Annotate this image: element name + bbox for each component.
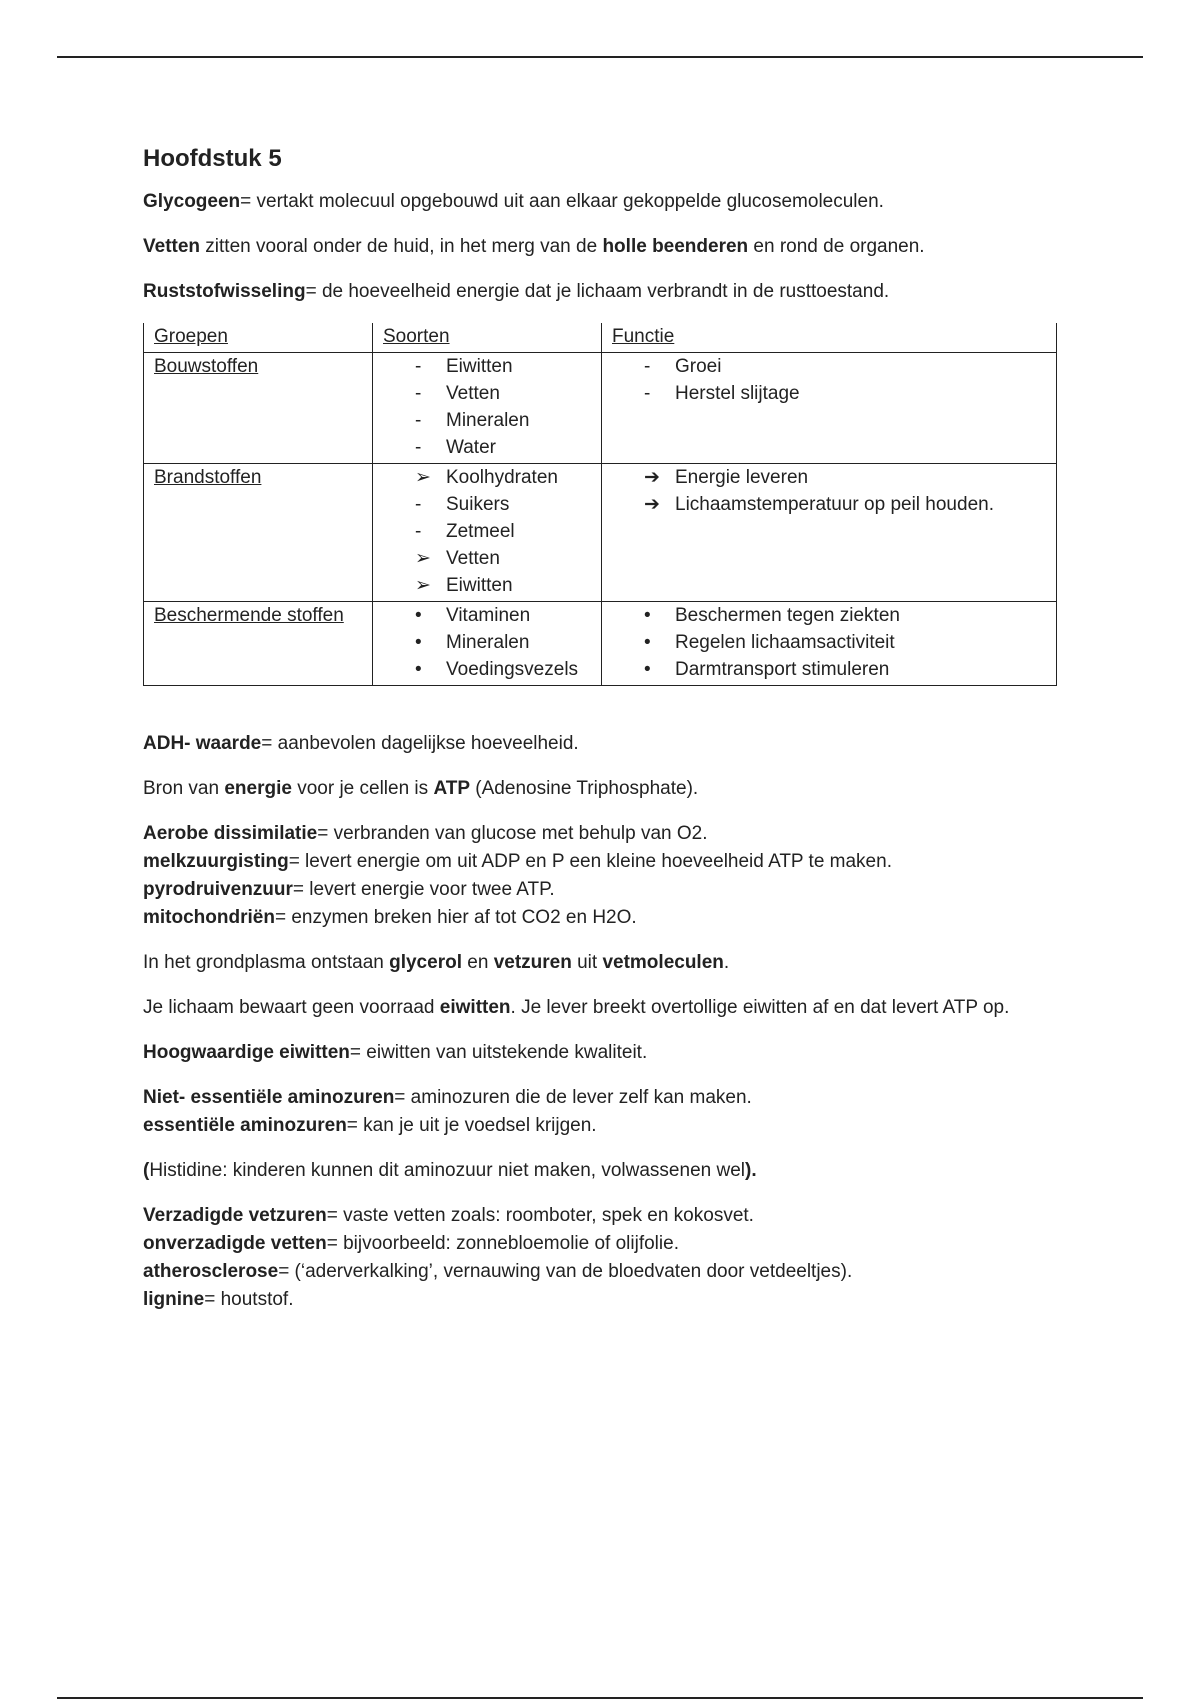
header-cell [373,323,602,353]
bullet-icon: • [415,632,422,653]
hoogwaardige-eiwitten-definition [143,1039,1063,1067]
definition-line [143,1084,1063,1112]
list-item [602,491,1056,518]
dash-marker: - [415,383,422,404]
definition-text: = bijvoorbeeld: zonnebloemolie of olijfolie. [326,1233,679,1254]
bullet-icon: • [415,659,422,680]
soorten-list [373,464,601,599]
list-item [602,629,1056,656]
table-row [144,464,1057,602]
bold-text: vetzuren [493,952,572,973]
header-soorten: Soorten [383,326,450,347]
definition-text: = levert energie om uit ADP en P een kleine hoeveelheid ATP te maken. [288,851,892,872]
header-groepen: Groepen [154,326,228,347]
text: (Adenosine Triphosphate). [470,778,699,799]
group-cell [144,602,373,686]
vetzuren-definitions [143,1202,1063,1314]
arrow-right-icon: ➔ [644,467,660,488]
group-label: Bouwstoffen [154,356,259,377]
histidine-note [143,1157,1063,1185]
list-item [602,380,1056,407]
footer-rule [57,1697,1143,1699]
term: Verzadigde vetzuren [143,1205,327,1226]
item-text: Water [446,437,496,458]
bold-paren: ) [745,1160,752,1181]
list-item [373,518,601,545]
term: essentiële aminozuren [143,1115,347,1136]
dash-marker: - [415,437,422,458]
list-item [373,629,601,656]
grondplasma-paragraph [143,949,1063,977]
list-item [602,602,1056,629]
list-item [373,464,601,491]
eiwitten-paragraph [143,994,1063,1022]
table-row [144,602,1057,686]
bold-text: eiwitten [439,997,511,1018]
item-text: Mineralen [446,632,530,653]
group-label: Beschermende stoffen [154,605,344,626]
text: Bron van [143,778,225,799]
text: Histidine: kinderen kunnen dit aminozuur niet maken, volwassenen wel [149,1160,745,1181]
definition-text: = levert energie voor twee ATP. [292,879,555,900]
definition-text: = (‘aderverkalking’, vernauwing van de bloedvaten door vetdeeltjes). [278,1261,853,1282]
soorten-cell [373,353,602,464]
list-item [373,656,601,683]
definition-text: = houtstof. [204,1289,294,1310]
list-item [373,602,601,629]
list-item [373,407,601,434]
functie-list [602,464,1056,518]
text: Je lichaam bewaart geen voorraad [143,997,440,1018]
functie-cell [602,464,1057,602]
bullet-icon: • [644,659,651,680]
term: mitochondriën [143,907,275,928]
nutrient-table [143,323,1057,686]
term: Ruststofwisseling [143,281,306,302]
bullet-icon: • [644,632,651,653]
definition-text: = verbranden van glucose met behulp van O2. [317,823,708,844]
term: lignine [143,1289,205,1310]
functie-list [602,353,1056,407]
bold-text: glycerol [389,952,462,973]
text: . Je lever breekt overtollige eiwitten af en dat levert ATP op. [510,997,1010,1018]
term: Vetten [143,236,201,257]
bold-text: energie [224,778,292,799]
dash-marker: - [415,521,422,542]
arrowhead-icon: ➢ [415,548,431,569]
definition-line [143,848,1063,876]
bold-period: . [751,1160,757,1181]
definition-text: = aminozuren die de lever zelf kan maken. [394,1087,752,1108]
bold-text: holle beenderen [602,236,749,257]
term: ADH- waarde [143,733,262,754]
bullet-icon: • [415,605,422,626]
item-text: Lichaamstemperatuur op peil houden. [675,494,994,515]
list-item [373,353,601,380]
definition-text: = kan je uit je voedsel krijgen. [346,1115,597,1136]
definition-line [143,1258,1063,1286]
list-item [602,353,1056,380]
definition-line [143,1286,1063,1314]
list-item [373,380,601,407]
item-text: Eiwitten [446,575,513,596]
table-header-row [144,323,1057,353]
term: atherosclerose [143,1261,279,1282]
group-cell [144,353,373,464]
item-text: Vetten [446,383,500,404]
soorten-list [373,602,601,683]
text: en rond de organen. [748,236,925,257]
term: Hoogwaardige eiwitten [143,1042,350,1063]
soorten-cell [373,464,602,602]
text: zitten vooral onder de huid, in het merg van de [200,236,603,257]
item-text: Groei [675,356,722,377]
item-text: Beschermen tegen ziekten [675,605,900,626]
definition-line [143,876,1063,904]
arrow-right-icon: ➔ [644,494,660,515]
header-functie: Functie [612,326,675,347]
term: Niet- essentiële aminozuren [143,1087,395,1108]
aminozuren-definitions [143,1084,1063,1140]
item-text: Vitaminen [446,605,531,626]
definition-text: = vertakt molecuul opgebouwd uit aan elkaar gekoppelde glucosemoleculen. [240,191,884,212]
dash-marker: - [415,356,422,377]
dash-marker: - [415,494,422,515]
dash-marker: - [415,410,422,431]
adh-definition [143,730,1063,758]
text: voor je cellen is [291,778,434,799]
item-text: Koolhydraten [446,467,558,488]
table-row [144,353,1057,464]
dash-marker: - [644,356,651,377]
ruststofwisseling-definition [143,278,1063,306]
functie-cell [602,602,1057,686]
list-item [373,545,601,572]
dissimilatie-definitions [143,820,1063,932]
bullet-icon: • [644,605,651,626]
functie-list [602,602,1056,683]
definition-line [143,1230,1063,1258]
header-rule [57,56,1143,58]
item-text: Darmtransport stimuleren [675,659,890,680]
definition-text: = aanbevolen dagelijkse hoeveelheid. [261,733,579,754]
soorten-list [373,353,601,461]
vetten-paragraph [143,233,1063,261]
text: In het grondplasma ontstaan [143,952,390,973]
item-text: Eiwitten [446,356,513,377]
text: uit [571,952,603,973]
glycogeen-definition [143,188,1063,216]
item-text: Vetten [446,548,500,569]
definition-text: = de hoeveelheid energie dat je lichaam verbrandt in de rusttoestand. [305,281,890,302]
list-item [373,572,601,599]
header-cell [144,323,373,353]
text: en [461,952,494,973]
group-label: Brandstoffen [154,467,262,488]
item-text: Herstel slijtage [675,383,800,404]
list-item [373,491,601,518]
arrowhead-icon: ➢ [415,575,431,596]
term: pyrodruivenzuur [143,879,293,900]
definition-text: = eiwitten van uitstekende kwaliteit. [349,1042,648,1063]
list-item [373,434,601,461]
item-text: Zetmeel [446,521,515,542]
definition-line [143,1202,1063,1230]
bold-text: vetmoleculen [602,952,724,973]
header-cell [602,323,1057,353]
definition-text: = enzymen breken hier af tot CO2 en H2O. [274,907,637,928]
arrowhead-icon: ➢ [415,467,431,488]
item-text: Regelen lichaamsactiviteit [675,632,895,653]
list-item [602,464,1056,491]
document-body [143,142,1063,1331]
item-text: Energie leveren [675,467,809,488]
soorten-cell [373,602,602,686]
definition-line [143,1112,1063,1140]
group-cell [144,464,373,602]
term: Aerobe dissimilatie [143,823,318,844]
atp-paragraph [143,775,1063,803]
dash-marker: - [644,383,651,404]
item-text: Suikers [446,494,510,515]
term: onverzadigde vetten [143,1233,327,1254]
chapter-heading: Hoofdstuk 5 [143,145,282,172]
item-text: Mineralen [446,410,530,431]
list-item [602,656,1056,683]
term: melkzuurgisting [143,851,289,872]
text: . [723,952,730,973]
term: Glycogeen [143,191,241,212]
bold-paren: ( [143,1160,150,1181]
bold-text: ATP [433,778,471,799]
definition-text: = vaste vetten zoals: roomboter, spek en kokosvet. [326,1205,754,1226]
functie-cell [602,353,1057,464]
definition-line [143,904,1063,932]
item-text: Voedingsvezels [446,659,579,680]
definition-line [143,820,1063,848]
